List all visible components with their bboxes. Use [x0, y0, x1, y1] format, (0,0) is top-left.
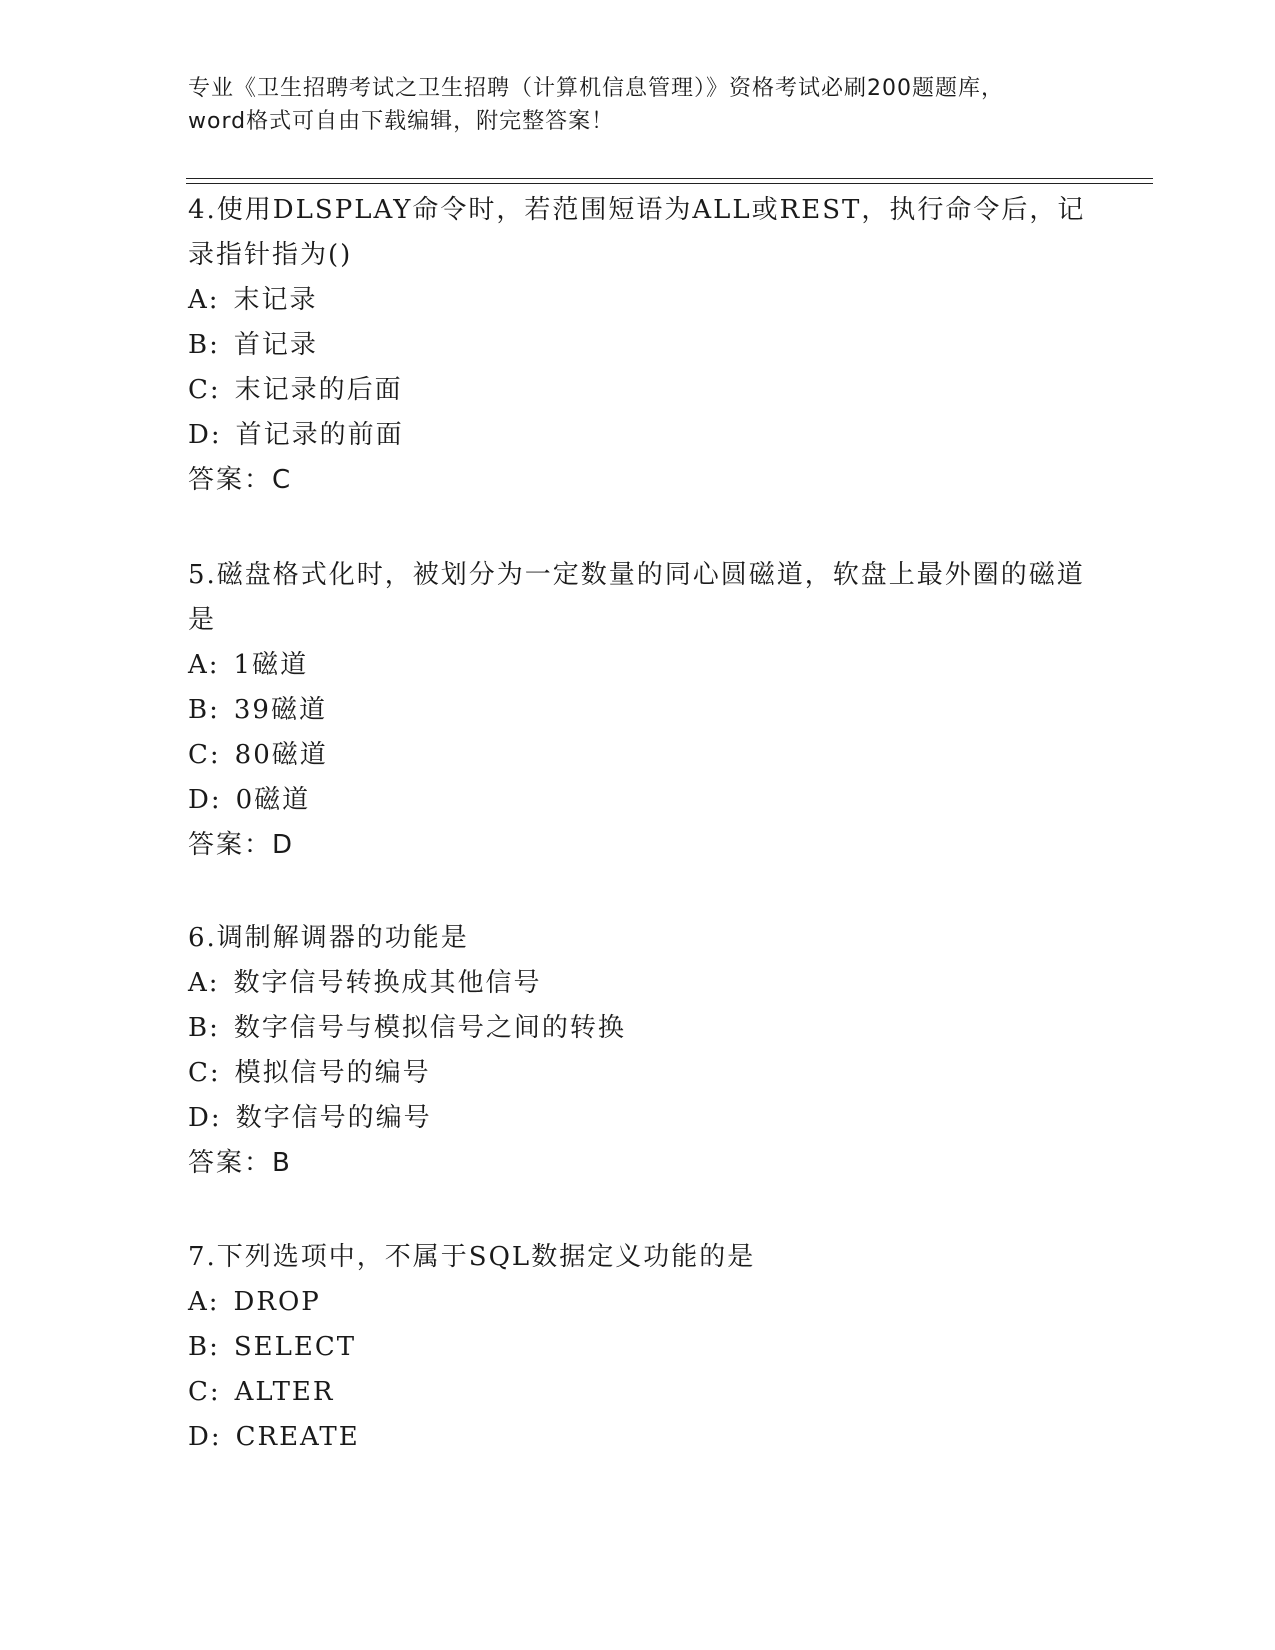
question-stem: 6.调制解调器的功能是 — [188, 923, 469, 953]
option-text: 数字信号与模拟信号之间的转换 — [233, 1013, 626, 1043]
option-d — [188, 1415, 1088, 1460]
option-letter: B: — [188, 1013, 220, 1043]
option-b — [188, 323, 1088, 368]
option-letter: D: — [188, 1103, 222, 1133]
option-letter: A: — [188, 968, 220, 998]
option-c — [188, 1370, 1088, 1415]
question-stem: 5.磁盘格式化时，被划分为一定数量的同心圆磁道，软盘上最外圈的磁道是 — [188, 560, 1085, 635]
answer-line: 答案：D — [188, 830, 295, 860]
question-4 — [188, 188, 1088, 503]
option-text: SELECT — [233, 1332, 357, 1362]
question-6 — [188, 916, 1088, 1186]
option-letter: A: — [188, 285, 220, 315]
option-letter: A: — [188, 1287, 220, 1317]
option-c — [188, 1051, 1088, 1096]
answer-line: 答案：B — [188, 1148, 292, 1178]
option-letter: B: — [188, 1332, 220, 1362]
option-b — [188, 1325, 1088, 1370]
option-letter: C: — [188, 375, 221, 405]
option-text: 数字信号的编号 — [235, 1103, 432, 1133]
option-b — [188, 688, 1088, 733]
question-stem: 7.下列选项中，不属于SQL数据定义功能的是 — [188, 1242, 756, 1272]
question-7 — [188, 1235, 1088, 1460]
document-header — [188, 72, 1088, 138]
option-text: 数字信号转换成其他信号 — [233, 968, 542, 998]
header-line-2: word格式可自由下载编辑，附完整答案！ — [188, 109, 615, 134]
option-a — [188, 643, 1088, 688]
option-text: 模拟信号的编号 — [234, 1058, 431, 1088]
option-text: DROP — [233, 1287, 321, 1317]
option-letter: D: — [188, 1422, 222, 1452]
answer-line: 答案：C — [188, 465, 293, 495]
header-divider-bottom — [186, 183, 1153, 184]
header-line-1: 专业《卫生招聘考试之卫生招聘（计算机信息管理）》资格考试必刷200题题库， — [188, 76, 1004, 101]
option-letter: D: — [188, 785, 222, 815]
option-d — [188, 413, 1088, 458]
option-d — [188, 1096, 1088, 1141]
option-letter: C: — [188, 1377, 221, 1407]
option-letter: D: — [188, 420, 222, 450]
option-text: 首记录的前面 — [235, 420, 404, 450]
option-c — [188, 368, 1088, 413]
option-letter: B: — [188, 330, 220, 360]
option-text: 80磁道 — [234, 740, 328, 770]
option-text: 末记录的后面 — [234, 375, 403, 405]
option-a — [188, 278, 1088, 323]
question-stem: 4.使用DLSPLAY命令时，若范围短语为ALL或REST，执行命令后，记录指针指为() — [188, 195, 1086, 270]
option-text: 1磁道 — [233, 650, 309, 680]
option-text: CREATE — [235, 1422, 360, 1452]
option-letter: C: — [188, 740, 221, 770]
option-b — [188, 1006, 1088, 1051]
option-text: 39磁道 — [233, 695, 327, 725]
option-a — [188, 961, 1088, 1006]
option-a — [188, 1280, 1088, 1325]
option-text: 0磁道 — [235, 785, 311, 815]
option-letter: A: — [188, 650, 220, 680]
option-text: 首记录 — [233, 330, 318, 360]
question-5 — [188, 553, 1088, 868]
option-text: 末记录 — [233, 285, 318, 315]
option-c — [188, 733, 1088, 778]
option-text: ALTER — [234, 1377, 335, 1407]
header-divider-top — [186, 178, 1153, 179]
option-d — [188, 778, 1088, 823]
option-letter: B: — [188, 695, 220, 725]
option-letter: C: — [188, 1058, 221, 1088]
